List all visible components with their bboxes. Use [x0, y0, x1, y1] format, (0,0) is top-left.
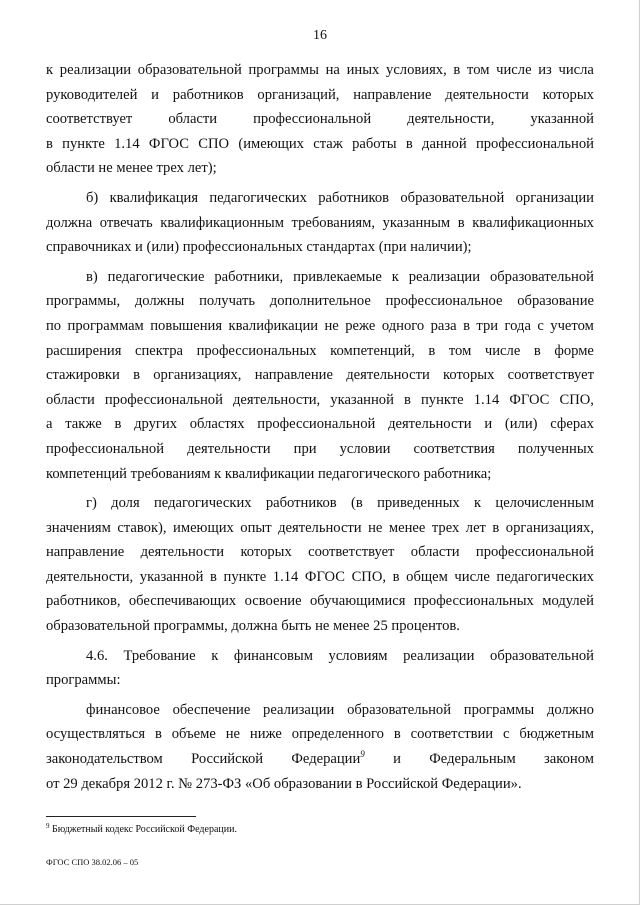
word: к: [391, 268, 399, 285]
paragraph-g: [46, 491, 594, 639]
word: бюджетным: [519, 726, 594, 743]
word: учетом: [550, 317, 594, 334]
word: образовательной: [490, 647, 594, 664]
word: в: [210, 568, 217, 585]
word: Требование: [123, 647, 196, 664]
word: образовательной: [489, 268, 594, 285]
footnote-text: Бюджетный кодекс Российской Федерации.: [52, 824, 237, 835]
word: трех: [431, 519, 460, 536]
word: работников: [172, 86, 244, 103]
word: целочисленным: [495, 495, 594, 512]
word: в: [133, 367, 140, 384]
word: квалификационных: [472, 214, 594, 231]
word: реализации: [408, 268, 481, 285]
paragraph-v: [46, 265, 594, 486]
word: расширения: [46, 342, 122, 359]
word: иных: [346, 62, 380, 78]
word: также: [65, 416, 102, 433]
word: соответствует: [308, 544, 395, 561]
text-line: [46, 186, 594, 211]
word: ниже: [249, 726, 282, 743]
word: соответствует: [46, 111, 133, 128]
document-code: ФГОС СПО 38.02.06 – 05: [46, 857, 139, 867]
word: профессиональное: [385, 293, 503, 310]
text-line: компетенций требованиям к квалификации педагогического работника;: [46, 465, 492, 482]
text-line: образовательной программы, должна быть не менее 25 процентов.: [46, 618, 460, 635]
word: а: [46, 416, 53, 433]
word: лет: [465, 519, 486, 536]
section-4-6-heading: [46, 644, 594, 693]
footnote-separator: [46, 816, 196, 817]
word: реализации: [403, 647, 475, 664]
document-body: [46, 58, 594, 796]
text-line: [46, 83, 594, 108]
word: организациях,: [153, 367, 242, 384]
word: три: [476, 317, 499, 334]
text-line: [46, 437, 594, 462]
word: не: [225, 726, 241, 743]
word: области: [46, 391, 95, 408]
word: работы: [352, 135, 397, 152]
word: из: [538, 62, 552, 78]
word: работников: [318, 189, 390, 206]
text-line: [46, 107, 594, 132]
word: в: [457, 214, 465, 231]
word: в: [114, 416, 122, 433]
word: приведенных: [377, 495, 460, 512]
word: в): [86, 268, 98, 285]
word: в: [403, 391, 411, 408]
word: том: [467, 62, 490, 78]
word: программы,: [46, 293, 121, 310]
word: профессиональной: [253, 111, 372, 128]
word: реализации: [59, 62, 132, 78]
text-line: [46, 491, 594, 516]
word: доля: [111, 495, 140, 512]
word: ФГОС: [148, 135, 189, 152]
word: в: [46, 135, 53, 152]
word: педагогические: [107, 268, 205, 285]
word: должно: [546, 701, 594, 718]
word: данной: [422, 135, 467, 152]
word: освоение: [244, 593, 302, 610]
word: том: [448, 342, 472, 359]
word: компетенций,: [330, 342, 415, 359]
word: руководителей: [46, 86, 138, 103]
word: профессиональных: [196, 342, 317, 359]
text-line: [46, 314, 594, 339]
word: программам: [67, 317, 144, 334]
word: в: [533, 342, 541, 359]
word: программы: [463, 701, 535, 718]
word: в: [392, 568, 400, 585]
word: организации: [515, 189, 594, 206]
word: пункте: [223, 568, 267, 585]
word: опыт: [240, 519, 272, 536]
word: деятельности: [140, 544, 225, 561]
word: законодательством: [46, 751, 163, 768]
word: деятельности: [388, 416, 472, 433]
word: 1.14: [114, 135, 140, 152]
word: обучающимися: [309, 593, 406, 610]
word: указанным: [382, 214, 451, 231]
text-line: [46, 644, 594, 669]
word: педагогических: [209, 189, 307, 206]
word: в: [393, 726, 401, 743]
text-line: [46, 289, 594, 314]
word: к: [211, 647, 219, 664]
word: СПО,: [351, 568, 387, 585]
word: Российской: [191, 751, 264, 768]
word: финансовое: [86, 701, 160, 718]
word: законом: [544, 751, 594, 768]
word: форме: [554, 342, 594, 359]
word: требованиям,: [291, 214, 375, 231]
word: реализации: [263, 701, 335, 718]
word: не: [324, 317, 339, 334]
word: профессиональной: [475, 135, 594, 152]
word: СПО,: [559, 391, 594, 408]
word: отвечать: [99, 214, 153, 231]
word: 1.14: [272, 568, 299, 585]
word: ФГОС: [509, 391, 550, 408]
word: с: [537, 317, 544, 334]
text-line: [46, 698, 594, 723]
text-line: [46, 339, 594, 364]
word: значениям: [46, 519, 111, 536]
word: Федеральным: [429, 751, 516, 768]
word: образование: [517, 293, 594, 310]
text-line: [46, 516, 594, 541]
word: в: [463, 317, 470, 334]
word: квалификационным: [160, 214, 284, 231]
word: указанной: [530, 111, 594, 128]
word: других: [134, 416, 178, 433]
word: числе: [484, 342, 521, 359]
word: соответствия: [413, 440, 495, 457]
word: квалификация: [109, 189, 199, 206]
word: не: [368, 519, 383, 536]
word: деятельности: [278, 519, 362, 536]
word: профессиональной: [257, 416, 376, 433]
text-line: справочниках и (или) профессиональных стандартах (при наличии);: [46, 239, 472, 256]
word: области: [410, 544, 460, 561]
word: стаж: [313, 135, 343, 152]
word: образовательной: [400, 189, 505, 206]
text-line: [46, 722, 594, 747]
text-line: [46, 589, 594, 614]
text-line: [46, 747, 594, 772]
text-line: [46, 132, 594, 157]
text-line: [46, 265, 594, 290]
word: указанной: [330, 391, 394, 408]
text-line: [46, 211, 594, 236]
word: педагогических: [153, 495, 252, 512]
word: и: [484, 416, 493, 433]
footnote-reference: 9: [360, 749, 365, 760]
word: в: [154, 726, 162, 743]
word: квалификации: [228, 317, 319, 334]
word: ставок),: [117, 519, 167, 536]
word: работников: [265, 495, 337, 512]
word: указанной: [139, 568, 204, 585]
word: сферах: [550, 416, 594, 433]
text-line: программы:: [46, 672, 121, 689]
word: осуществляться: [46, 726, 146, 743]
word: условиях,: [386, 62, 447, 78]
word: 4.6.: [86, 647, 108, 664]
word: привлекаемые: [293, 268, 382, 285]
text-line: [46, 388, 594, 413]
word: работников,: [46, 593, 121, 610]
word: стажировки: [46, 367, 120, 384]
word: в: [453, 62, 461, 78]
word: б): [86, 189, 99, 206]
word: направление: [46, 544, 125, 561]
word: которых: [240, 544, 292, 561]
footnote: [46, 824, 237, 835]
word: деятельности,: [46, 568, 134, 585]
word: области: [168, 111, 218, 128]
footnote-number: 9: [46, 822, 50, 830]
word: в: [492, 519, 500, 536]
word: которых: [542, 86, 594, 103]
word: образовательной: [137, 62, 242, 78]
word: организаций,: [257, 86, 340, 103]
text-line: [46, 363, 594, 388]
word: профессиональной: [104, 391, 223, 408]
word: педагогических: [496, 568, 594, 585]
text-line: области не менее трех лет);: [46, 160, 217, 177]
word: с: [502, 726, 510, 743]
word: условии: [339, 440, 391, 457]
word: объеме: [171, 726, 216, 743]
word: соответствии: [410, 726, 494, 743]
word: направление: [254, 367, 333, 384]
word: в: [405, 135, 413, 152]
word: и: [151, 86, 159, 103]
word: деятельности: [445, 86, 529, 103]
word: финансовым: [233, 647, 313, 664]
word: работники,: [214, 268, 284, 285]
word: должны: [134, 293, 185, 310]
word: получать: [199, 293, 256, 310]
word: образовательной: [347, 701, 452, 718]
word: раза: [430, 317, 457, 334]
word: полученных: [517, 440, 594, 457]
word: профессиональных: [413, 593, 534, 610]
word: деятельности,: [233, 391, 321, 408]
word: профессиональной: [475, 544, 594, 561]
word: дополнительное: [269, 293, 371, 310]
word: на: [325, 62, 340, 78]
text-line: от 29 декабря 2012 г. № 273-ФЗ «Об образовании в Российской Федерации».: [46, 775, 522, 792]
word: по: [46, 317, 62, 334]
word: 1.14: [473, 391, 500, 408]
word: и: [393, 751, 401, 768]
word: должна: [46, 214, 93, 231]
word: общем: [406, 568, 448, 585]
word: при: [293, 440, 317, 457]
word: модулей: [542, 593, 594, 610]
word: деятельности,: [407, 111, 495, 128]
word: числе: [496, 62, 532, 78]
word: ФГОС: [304, 568, 345, 585]
word: пункте: [62, 135, 105, 152]
word: направление: [353, 86, 432, 103]
word: менее: [388, 519, 426, 536]
word: к: [46, 62, 54, 78]
paragraph-financing: [46, 698, 594, 796]
word: Федерации$^9$: [291, 749, 365, 768]
word: профессиональной: [46, 440, 165, 457]
text-line: [46, 565, 594, 590]
word: одного: [381, 317, 425, 334]
paragraph-continuation: [46, 58, 594, 181]
word: программы: [248, 62, 319, 78]
word: пункте: [420, 391, 464, 408]
page-number: 16: [313, 28, 327, 43]
word: обеспечивающих: [128, 593, 237, 610]
word: обеспечение: [172, 701, 251, 718]
word: года: [504, 317, 531, 334]
word: условиям: [328, 647, 388, 664]
word: повышения: [150, 317, 223, 334]
word: соответствует: [507, 367, 594, 384]
text-line: [46, 540, 594, 565]
word: которых: [443, 367, 495, 384]
word: областях: [189, 416, 245, 433]
word: числа: [558, 62, 594, 78]
word: к: [474, 495, 482, 512]
word: реже: [345, 317, 376, 334]
word: спектра: [134, 342, 183, 359]
word: (или): [504, 416, 538, 433]
word: (имеющих: [238, 135, 304, 152]
text-line: [46, 58, 594, 83]
word: СПО: [198, 135, 230, 152]
word: числе: [454, 568, 490, 585]
word: в: [428, 342, 436, 359]
text-line: [46, 412, 594, 437]
word: организациях,: [505, 519, 594, 536]
word: г): [86, 495, 97, 512]
word: деятельности: [187, 440, 271, 457]
word: имеющих: [173, 519, 234, 536]
paragraph-b: [46, 186, 594, 260]
word: определенного: [291, 726, 384, 743]
word: деятельности: [346, 367, 430, 384]
word: (в: [351, 495, 363, 512]
